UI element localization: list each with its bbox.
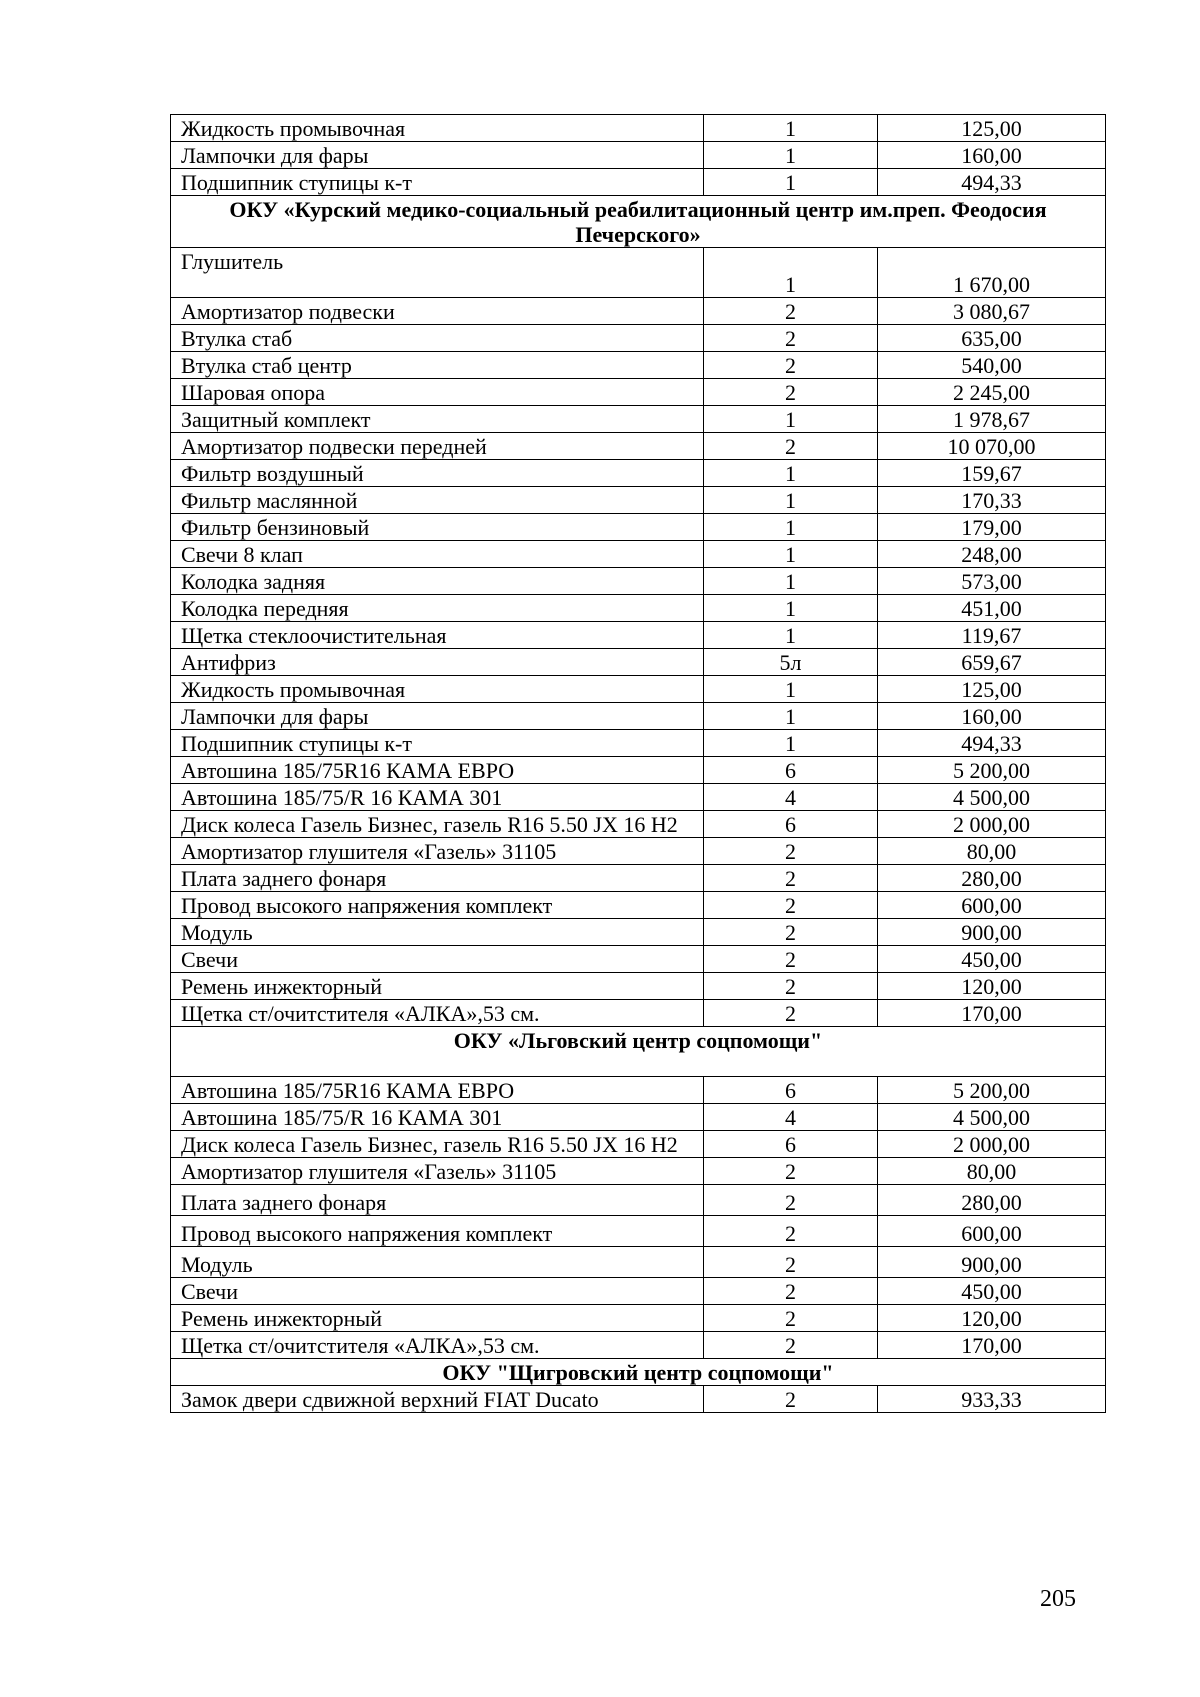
- quantity-cell: 1: [704, 406, 878, 433]
- amount-cell: 4 500,00: [878, 1104, 1106, 1131]
- table-row: [171, 649, 1106, 676]
- amount-cell: 450,00: [878, 1278, 1106, 1305]
- table-row: [171, 1247, 1106, 1278]
- amount-cell: 2 000,00: [878, 1131, 1106, 1158]
- table-row: [171, 433, 1106, 460]
- table-row: [171, 1386, 1106, 1413]
- table-row: [171, 352, 1106, 379]
- section-title: ОКУ "Щигровский центр соцпомощи": [171, 1359, 1106, 1386]
- amount-cell: 120,00: [878, 973, 1106, 1000]
- item-name-cell: Фильтр маслянной: [171, 487, 704, 514]
- amount-cell: 5 200,00: [878, 1077, 1106, 1104]
- quantity-cell: 2: [704, 919, 878, 946]
- amount-cell: 280,00: [878, 1185, 1106, 1216]
- amount-cell: 179,00: [878, 514, 1106, 541]
- amount-cell: 248,00: [878, 541, 1106, 568]
- item-name-cell: Лампочки для фары: [171, 142, 704, 169]
- page-number: 205: [1040, 1586, 1076, 1612]
- quantity-cell: 2: [704, 325, 878, 352]
- quantity-cell: 1: [704, 514, 878, 541]
- quantity-cell: 2: [704, 892, 878, 919]
- quantity-cell: 1: [704, 676, 878, 703]
- table-row: [171, 757, 1106, 784]
- item-name-cell: Щетка ст/очитстителя «АЛКА»,53 см.: [171, 1332, 704, 1359]
- amount-cell: 5 200,00: [878, 757, 1106, 784]
- amount-cell: 659,67: [878, 649, 1106, 676]
- table-row: [171, 919, 1106, 946]
- item-name-cell: Провод высокого напряжения комплект: [171, 892, 704, 919]
- amount-cell: 159,67: [878, 460, 1106, 487]
- table-row: [171, 379, 1106, 406]
- quantity-cell: 2: [704, 1000, 878, 1027]
- table-row: [171, 568, 1106, 595]
- item-name-cell: Автошина 185/75R16 КАМА ЕВРО: [171, 1077, 704, 1104]
- table-row: [171, 1104, 1106, 1131]
- item-name-cell: Колодка задняя: [171, 568, 704, 595]
- item-name-cell: Плата заднего фонаря: [171, 865, 704, 892]
- amount-cell: 573,00: [878, 568, 1106, 595]
- item-name-cell: Подшипник ступицы к-т: [171, 169, 704, 196]
- item-name-cell: Модуль: [171, 919, 704, 946]
- amount-cell: 900,00: [878, 1247, 1106, 1278]
- item-name-cell: Замок двери сдвижной верхний FIAT Ducato: [171, 1386, 704, 1413]
- quantity-cell: 2: [704, 946, 878, 973]
- item-name-cell: Колодка передняя: [171, 595, 704, 622]
- table-row: [171, 946, 1106, 973]
- amount-cell: 450,00: [878, 946, 1106, 973]
- quantity-cell: 2: [704, 352, 878, 379]
- table-row: [171, 703, 1106, 730]
- table-row: [171, 838, 1106, 865]
- amount-cell: 125,00: [878, 676, 1106, 703]
- amount-cell: 170,00: [878, 1000, 1106, 1027]
- item-name-cell: Провод высокого напряжения комплект: [171, 1216, 704, 1247]
- section-title: ОКУ «Льговский центр соцпомощи": [171, 1027, 1106, 1077]
- amount-cell: 160,00: [878, 703, 1106, 730]
- quantity-cell: 2: [704, 1216, 878, 1247]
- amount-cell: 4 500,00: [878, 784, 1106, 811]
- quantity-cell: 2: [704, 865, 878, 892]
- section-header-row: [171, 1359, 1106, 1386]
- table-row: [171, 1000, 1106, 1027]
- quantity-cell: 2: [704, 1332, 878, 1359]
- quantity-cell: 1: [704, 487, 878, 514]
- quantity-cell: 1: [704, 730, 878, 757]
- quantity-cell: 1: [704, 568, 878, 595]
- table-row: [171, 892, 1106, 919]
- item-name-cell: Щетка ст/очитстителя «АЛКА»,53 см.: [171, 1000, 704, 1027]
- item-name-cell: Ремень инжекторный: [171, 973, 704, 1000]
- table-row: [171, 487, 1106, 514]
- table-row: [171, 1185, 1106, 1216]
- quantity-cell: 1: [704, 622, 878, 649]
- item-name-cell: Фильтр бензиновый: [171, 514, 704, 541]
- quantity-cell: 4: [704, 784, 878, 811]
- table-row: [171, 865, 1106, 892]
- amount-cell: 280,00: [878, 865, 1106, 892]
- item-name-cell: Плата заднего фонаря: [171, 1185, 704, 1216]
- item-name-cell: Фильтр воздушный: [171, 460, 704, 487]
- item-name-cell: Шаровая опора: [171, 379, 704, 406]
- item-name-cell: Диск колеса Газель Бизнес, газель R16 5.50 JX 16 H2: [171, 1131, 704, 1158]
- amount-cell: 2 245,00: [878, 379, 1106, 406]
- table-row: [171, 811, 1106, 838]
- item-name-cell: Подшипник ступицы к-т: [171, 730, 704, 757]
- table-row: [171, 1077, 1106, 1104]
- table-row: [171, 460, 1106, 487]
- table-row: [171, 1158, 1106, 1185]
- table-row: [171, 622, 1106, 649]
- quantity-cell: 2: [704, 433, 878, 460]
- amount-cell: 125,00: [878, 115, 1106, 142]
- amount-cell: 3 080,67: [878, 298, 1106, 325]
- quantity-cell: 6: [704, 757, 878, 784]
- table-row: [171, 406, 1106, 433]
- table-row: [171, 1216, 1106, 1247]
- quantity-cell: 2: [704, 1305, 878, 1332]
- amount-cell: 540,00: [878, 352, 1106, 379]
- table-row: [171, 973, 1106, 1000]
- table-row: [171, 541, 1106, 568]
- table-row: [171, 1305, 1106, 1332]
- table-row: [171, 730, 1106, 757]
- quantity-cell: 1: [704, 541, 878, 568]
- section-header-row: [171, 196, 1106, 248]
- item-name-cell: Автошина 185/75/R 16 КАМА 301: [171, 1104, 704, 1131]
- item-name-cell: Амортизатор глушителя «Газель» 31105: [171, 838, 704, 865]
- item-name-cell: Защитный комплект: [171, 406, 704, 433]
- quantity-cell: 2: [704, 838, 878, 865]
- table-row: [171, 248, 1106, 298]
- quantity-cell: 1: [704, 142, 878, 169]
- quantity-cell: 2: [704, 973, 878, 1000]
- quantity-cell: 1: [704, 460, 878, 487]
- quantity-cell: 2: [704, 1185, 878, 1216]
- item-name-cell: Амортизатор подвески передней: [171, 433, 704, 460]
- document-table: [170, 114, 1106, 1413]
- table-row: [171, 676, 1106, 703]
- item-name-cell: Втулка стаб центр: [171, 352, 704, 379]
- table-row: [171, 325, 1106, 352]
- item-name-cell: Свечи 8 клап: [171, 541, 704, 568]
- item-name-cell: Глушитель: [171, 248, 704, 298]
- table-row: [171, 298, 1106, 325]
- amount-cell: 2 000,00: [878, 811, 1106, 838]
- item-name-cell: Свечи: [171, 1278, 704, 1305]
- item-name-cell: Модуль: [171, 1247, 704, 1278]
- item-name-cell: Втулка стаб: [171, 325, 704, 352]
- amount-cell: 1 978,67: [878, 406, 1106, 433]
- table-row: [171, 1332, 1106, 1359]
- quantity-cell: 1: [704, 703, 878, 730]
- quantity-cell: 2: [704, 1278, 878, 1305]
- table-row: [171, 514, 1106, 541]
- amount-cell: 10 070,00: [878, 433, 1106, 460]
- amount-cell: 600,00: [878, 892, 1106, 919]
- item-name-cell: Антифриз: [171, 649, 704, 676]
- amount-cell: 451,00: [878, 595, 1106, 622]
- quantity-cell: 6: [704, 1077, 878, 1104]
- item-name-cell: Диск колеса Газель Бизнес, газель R16 5.50 JX 16 H2: [171, 811, 704, 838]
- quantity-cell: 2: [704, 1386, 878, 1413]
- item-name-cell: Щетка стеклоочистительная: [171, 622, 704, 649]
- quantity-cell: 2: [704, 379, 878, 406]
- quantity-cell: 1: [704, 169, 878, 196]
- item-name-cell: Автошина 185/75/R 16 КАМА 301: [171, 784, 704, 811]
- item-name-cell: Амортизатор подвески: [171, 298, 704, 325]
- section-header-row: [171, 1027, 1106, 1077]
- amount-cell: 900,00: [878, 919, 1106, 946]
- quantity-cell: 2: [704, 1247, 878, 1278]
- amount-cell: 170,33: [878, 487, 1106, 514]
- table-row: [171, 169, 1106, 196]
- table-row: [171, 784, 1106, 811]
- amount-cell: 1 670,00: [878, 248, 1106, 298]
- quantity-cell: 4: [704, 1104, 878, 1131]
- amount-cell: 635,00: [878, 325, 1106, 352]
- amount-cell: 494,33: [878, 169, 1106, 196]
- amount-cell: 119,67: [878, 622, 1106, 649]
- item-name-cell: Свечи: [171, 946, 704, 973]
- amount-cell: 80,00: [878, 1158, 1106, 1185]
- table-row: [171, 1278, 1106, 1305]
- table-row: [171, 595, 1106, 622]
- amount-cell: 120,00: [878, 1305, 1106, 1332]
- quantity-cell: 2: [704, 1158, 878, 1185]
- quantity-cell: 1: [704, 248, 878, 298]
- quantity-cell: 5л: [704, 649, 878, 676]
- quantity-cell: 6: [704, 811, 878, 838]
- quantity-cell: 1: [704, 115, 878, 142]
- amount-cell: 933,33: [878, 1386, 1106, 1413]
- quantity-cell: 1: [704, 595, 878, 622]
- amount-cell: 80,00: [878, 838, 1106, 865]
- quantity-cell: 2: [704, 298, 878, 325]
- section-title: ОКУ «Курский медико-социальный реабилитационный центр им.преп. Феодосия Печерского»: [171, 196, 1106, 248]
- table-row: [171, 142, 1106, 169]
- table-row: [171, 1131, 1106, 1158]
- item-name-cell: Лампочки для фары: [171, 703, 704, 730]
- item-name-cell: Амортизатор глушителя «Газель» 31105: [171, 1158, 704, 1185]
- amount-cell: 600,00: [878, 1216, 1106, 1247]
- table-row: [171, 115, 1106, 142]
- amount-cell: 170,00: [878, 1332, 1106, 1359]
- item-name-cell: Жидкость промывочная: [171, 676, 704, 703]
- item-name-cell: Автошина 185/75R16 КАМА ЕВРО: [171, 757, 704, 784]
- amount-cell: 494,33: [878, 730, 1106, 757]
- table-body: [171, 115, 1106, 1413]
- item-name-cell: Жидкость промывочная: [171, 115, 704, 142]
- amount-cell: 160,00: [878, 142, 1106, 169]
- quantity-cell: 6: [704, 1131, 878, 1158]
- item-name-cell: Ремень инжекторный: [171, 1305, 704, 1332]
